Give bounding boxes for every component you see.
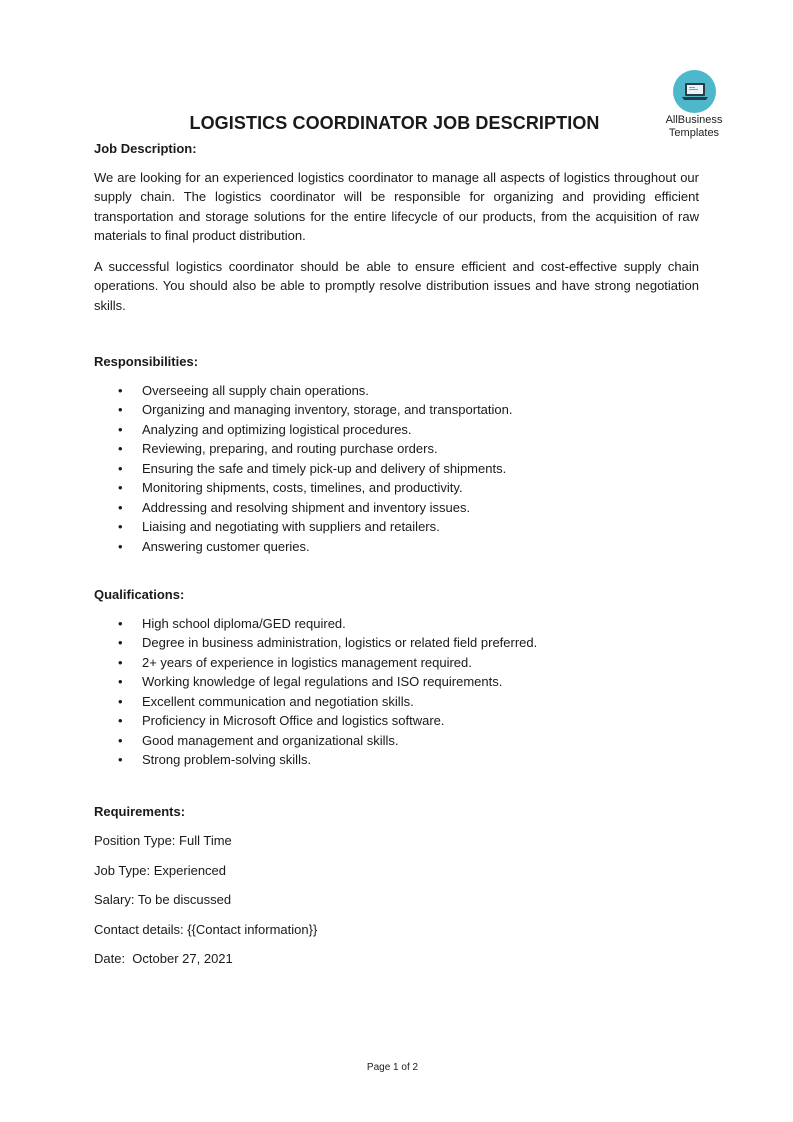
list-item: • Ensuring the safe and timely pick-up and delivery of shipments.: [94, 459, 699, 479]
logo-text-line2: Templates: [668, 127, 720, 139]
bullet: •: [118, 441, 123, 456]
bullet: •: [118, 674, 123, 689]
list-item: • Proficiency in Microsoft Office and logistics software.: [94, 711, 699, 731]
bullet: •: [118, 402, 123, 417]
list-item: • 2+ years of experience in logistics management required.: [94, 653, 699, 673]
bullet: •: [118, 635, 123, 650]
date: Date: October 27, 2021: [94, 951, 233, 966]
list-item: • Working knowledge of legal regulations and ISO requirements.: [94, 672, 699, 692]
list-item: • Answering customer queries.: [94, 537, 699, 557]
position-type: Position Type: Full Time: [94, 833, 232, 848]
list-item: • Strong problem-solving skills.: [94, 750, 699, 770]
bullet: •: [118, 615, 123, 631]
bullet: •: [118, 382, 123, 398]
bullet: •: [118, 480, 123, 495]
list-item: • Organizing and managing inventory, storage, and transportation.: [94, 400, 699, 420]
list-item: • Liaising and negotiating with suppliers and retailers.: [94, 517, 699, 537]
bullet: •: [118, 499, 123, 515]
list-item: • Degree in business administration, logistics or related field preferred.: [94, 633, 699, 653]
responsibilities-list: [94, 381, 699, 557]
job-description-paragraph-2: A successful logistics coordinator should be able to ensure efficient and cost-effective supply chain operations. You should also be able to promptly resolve distribution issues and have strong negotiation skills.: [94, 258, 699, 313]
logo-text-line1: AllBusiness: [665, 114, 723, 126]
document-body: [94, 139, 699, 969]
job-type: Job Type: Experienced: [94, 862, 227, 878]
bullet: •: [118, 421, 123, 437]
responsibilities-heading: Responsibilities:: [94, 354, 199, 369]
bullet: •: [118, 654, 123, 670]
page-number: Page 1 of 2: [366, 1062, 419, 1073]
bullet: •: [118, 713, 123, 728]
list-item: • High school diploma/GED required.: [94, 614, 699, 634]
laptop-icon: [673, 70, 716, 113]
bullet: •: [118, 538, 123, 554]
page-title: LOGISTICS COORDINATOR JOB DESCRIPTION: [189, 113, 600, 133]
contact-details: Contact details: {{Contact information}}: [94, 921, 318, 937]
list-item: • Good management and organizational skills.: [94, 731, 699, 751]
list-item: • Addressing and resolving shipment and inventory issues.: [94, 498, 699, 518]
bullet: •: [118, 519, 123, 534]
bullet: •: [118, 460, 123, 476]
qualifications-heading: Qualifications:: [94, 587, 185, 602]
job-description-heading: Job Description:: [94, 141, 197, 156]
list-item: • Analyzing and optimizing logistical procedures.: [94, 420, 699, 440]
requirements-heading: Requirements:: [94, 803, 186, 819]
bullet: •: [118, 693, 123, 709]
list-item: • Monitoring shipments, costs, timelines, and productivity.: [94, 478, 699, 498]
list-item: • Overseeing all supply chain operations.: [94, 381, 699, 401]
list-item: • Reviewing, preparing, and routing purchase orders.: [94, 439, 699, 459]
job-description-paragraph-1: We are looking for an experienced logistics coordinator to manage all aspects of logistics throughout our supply chain. The logistics coordinator will be responsible for organizing and providing efficient transportation and storage solutions for the entire lifecycle of our products, from the acquisition of raw materials to final product distribution.: [94, 169, 699, 243]
list-item: • Excellent communication and negotiation skills.: [94, 692, 699, 712]
bullet: •: [118, 752, 123, 767]
qualifications-list: [94, 614, 699, 770]
salary: Salary: To be discussed: [94, 892, 232, 907]
bullet: •: [118, 732, 123, 748]
